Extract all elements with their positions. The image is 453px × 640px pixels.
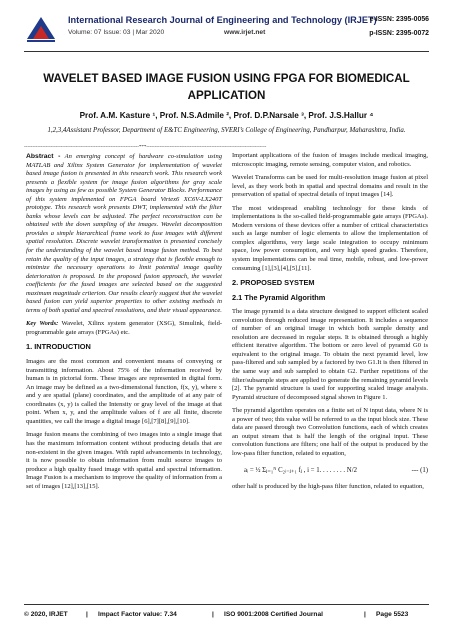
page-footer: © 2020, IRJET | Impact Factor value: 7.34 | ISO 9001:2008 Certified Journal | Page 5523: [24, 611, 409, 618]
footer-iso: ISO 9001:2008 Certified Journal: [224, 611, 323, 618]
header-divider: [24, 51, 429, 52]
paragraph: other half is produced by the high-pass filter function, related to equation,: [232, 482, 424, 490]
paragraph: The pyramid algorithm operates on a finite set of N input data, where N is a power of two; this value will be referred to as the input block size. These data are passed through two Convolution functions, each of which creates an output stream that is half the length of the original input. These convolution functions are filters; one half of the output is produced by the low-pass filter function, related to equation,: [232, 407, 428, 457]
paragraph: Important applications of the fusion of images include medical imaging, microscopic imaging, remote sensing, computer vision, and robotics.: [232, 152, 428, 168]
section-heading-pyramid-algorithm: 2.1 The Pyramid Algorithm: [232, 292, 326, 302]
journal-name: International Research Journal of Engineering and Technology (IRJET): [68, 15, 377, 25]
section-heading-introduction: 1. INTRODUCTION: [26, 342, 91, 352]
paper-title: WAVELET BASED IMAGE FUSION USING FPGA FOR BIOMEDICAL APPLICATION: [43, 72, 410, 102]
equation-1: [232, 464, 428, 481]
paragraph: The most widespread enabling technology for these kinds of implementations is the so-called field-programmable gate arrays (FPGAs). Modern versions of these devices offer a number of critical characteristics such as large number of logic elements to allow the implementation of complex algorithms, very large scale integration to occupy minimum space, low power consumption, and very high speed grades. Therefore, system implementations can be real time, mobile, robust, and low-power consuming [1],[3],[4],[5],[11].: [232, 204, 428, 272]
footer-impact: Impact Factor value: 7.34: [98, 611, 177, 618]
keywords-label: Key Words:: [26, 320, 59, 328]
journal-header: [24, 14, 429, 50]
abstract: [26, 153, 222, 315]
journal-url[interactable]: www.irjet.net: [224, 29, 266, 36]
paragraph: Image fusion means the combining of two images into a single image that has the maximum information content without producing details that are non-existent in the given images. With rapid advancements in technology, it is now possible to obtain information from multi source images to produce a high quality fused image with spatial and spectral information. Image Fusion is a mechanism to improve the quality of information from a set of images [12],[13],[15].: [26, 431, 222, 490]
keywords-text: Wavelet, Xilinx system generator (XSG), Simulink, field-programmable gate arrays (FPGAs) etc.: [26, 320, 222, 336]
paper-affiliation: 1,2,3,4Assistant Professor, Department of E&TC Engineering, SVERI’s College of Engineering, Pandharpur, Maharashtra, India.: [47, 127, 406, 134]
separator-line: ---------------------------------------------------------------------***------------------------------------------------------------------------: [24, 145, 267, 150]
paragraph: The image pyramid is a data structure designed to support efficient scaled convolution through reduced image representation. It includes a sequence of number of an original image in which both sample density and resolution are decreased in regular steps. It is obtained through a highly efficient iterative algorithm. The bottom or zero level of pyramid G0 is equivalent to the original image. To obtain the next pyramid level, low pass-filtered and sub sampled by a factored by two G1.It is then filtered in the same way and sub sampled to obtain G2. Further repetitions of the filter/subsample steps are applied to generate the remaining pyramid levels [2]. The pyramid structure is used for supporting scaled image analysis. Pyramid structure of decomposed signal shown in Figure 1.: [232, 308, 428, 401]
irjet-logo-icon: [24, 14, 58, 44]
equation-number: --- (1): [411, 466, 428, 474]
paragraph: Images are the most common and convenient means of conveying or transmitting information. About 75% of the information received by human is in pictorial form. These images are represented in digital form. An image may be defined as a two-dimensional function, f(x, y), where x and y are spatial (plane) coordinates, and the amplitude of at any pair of coordinates (x, y) is called the Intensity or gray level of the image at that point. When x, y, and the amplitude values of f are all finite, discrete quantities, we call the image a digital image [6],[7][8],[9],[10].: [26, 358, 222, 425]
equation-body: aᵢ = ½ Σⱼ₌₁ᴺ C₂ᵢ₋ⱼ₊₁ fⱼ , i = 1. . . . . . . . N/2: [244, 466, 357, 474]
paper-authors: Prof. A.M. Kasture ¹, Prof. N.S.Admile ², Prof. D.P.Narsale ³, Prof. J.S.Hallur ⁴: [79, 111, 374, 120]
left-column: [26, 153, 222, 496]
section-heading-proposed-system: 2. PROPOSED SYSTEM: [232, 278, 315, 288]
footer-copyright: © 2020, IRJET: [24, 611, 68, 618]
abstract-label: Abstract -: [26, 153, 61, 160]
journal-volume: Volume: 07 Issue: 03 | Mar 2020: [68, 29, 165, 36]
abstract-text: An emerging concept of hardware co-simulation using MATLAB and Xilinx System Generator for implementation of wavelet based image fusion is presented in this research work. This research work presents a flexible system for image fusion algorithms for gray scale images by using as few as possible System Generator Blocks. Performance of this system implemented on FPGA board Virtex6 XC6V-LX240T prototype. This research work presents DWT, implemented with the filter banks whose levels can be adjusted. The perfect reconstruction can be obtained with the down sampling of the images. Wavelet decomposition provides a simple hierarchical frame work to fuse images with different spatial resolution. Discrete wavelet transformation is presented concisely for the understanding of the wavelet based image fusion method. To best retain the quality of the input images, a strategy that is flexible enough to minimize the necessary operations to limit potential image quality deterioration is proposed. In the proposed fusion approach, the wavelet coefficients for the fused images are selected based on the suggested maximum magnitude criterion. Our results clearly suggest that the wavelet based fusion can yield superior properties to other existing methods in terms of both spatial and spectral resolutions, and their visual appearance.: [26, 153, 222, 314]
p-issn: p-ISSN: 2395-0072: [369, 30, 429, 37]
e-issn: e-ISSN: 2395-0056: [369, 16, 429, 23]
footer-page-number: Page 5523: [376, 611, 409, 618]
paragraph: Wavelet Transforms can be used for multi-resolution image fusion at pixel level, as they work both in spatial and spectral domains and result in the preservation of spatial of spectral details of input images [14].: [232, 174, 428, 199]
keywords: [26, 320, 222, 337]
right-column: [232, 152, 428, 496]
footer-divider: [24, 604, 429, 605]
